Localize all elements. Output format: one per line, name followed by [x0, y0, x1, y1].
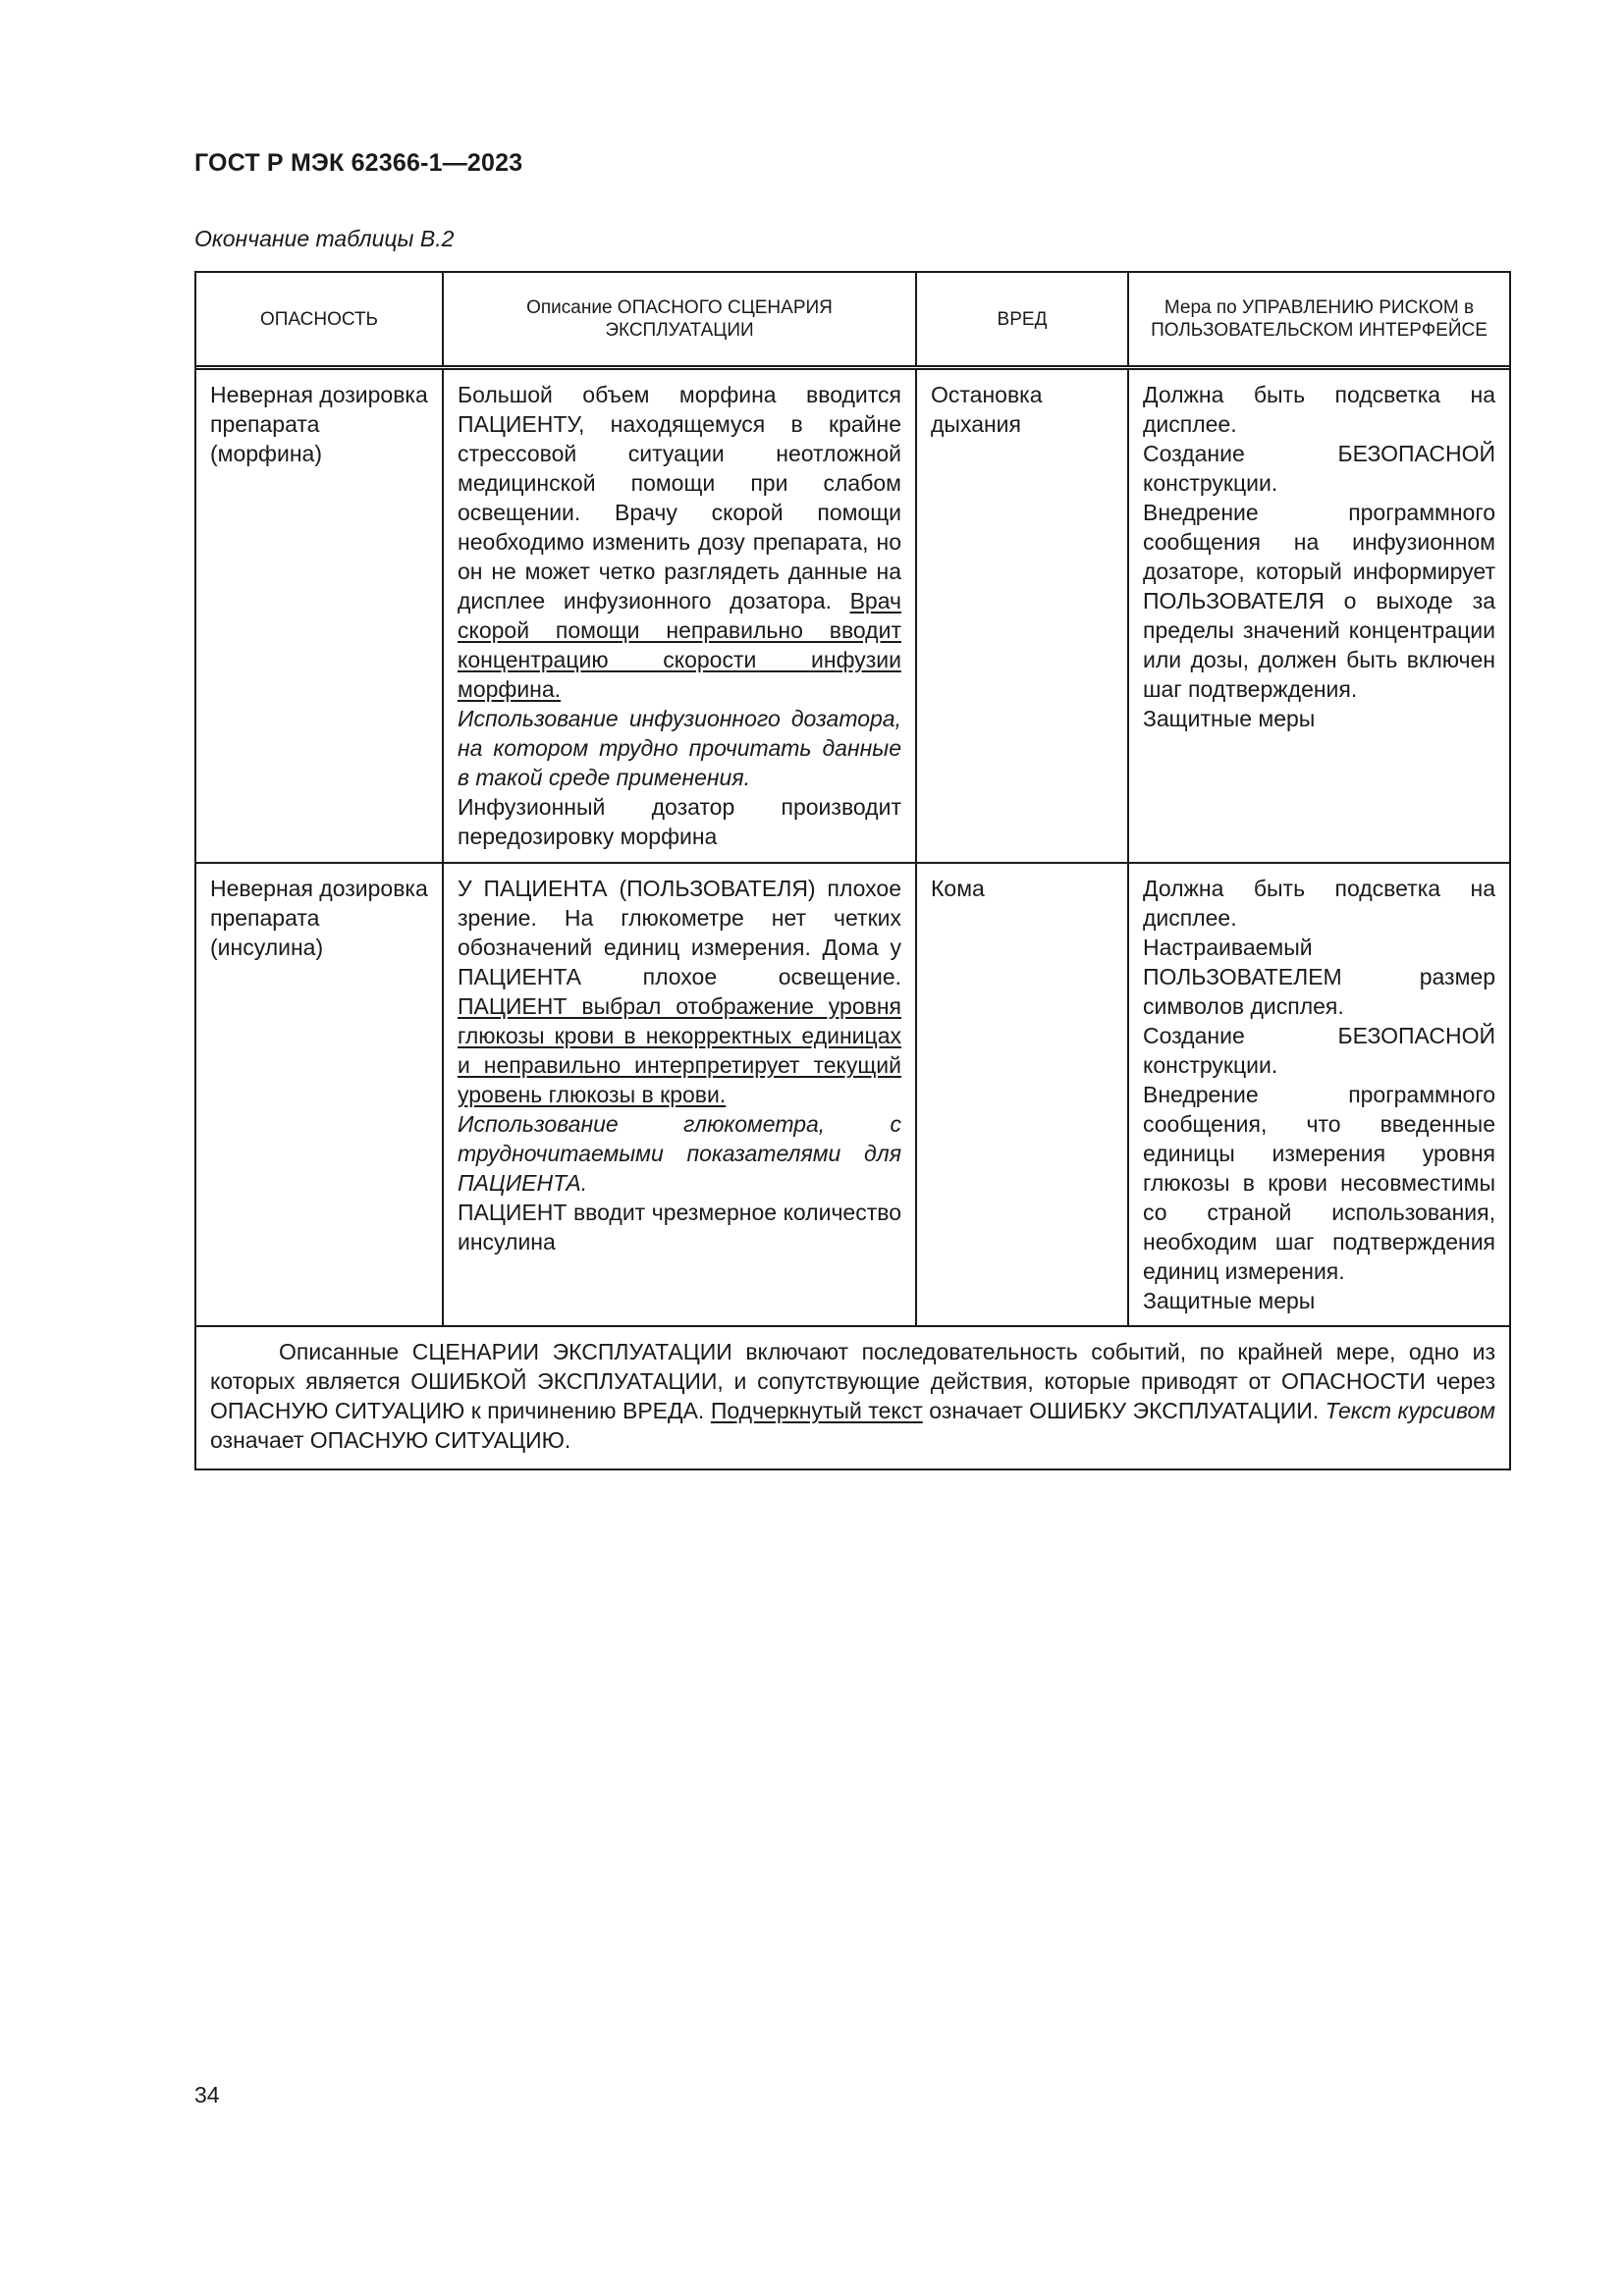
measure-item: Создание БЕЗОПАСНОЙ конструкции.: [1143, 441, 1495, 496]
scenario-result-text: ПАЦИЕНТ вводит чрезмерное количество инсулина: [458, 1200, 901, 1255]
measure-item: Защитные меры: [1143, 1288, 1316, 1313]
measure-item: Должна быть подсветка на дисплее.: [1143, 876, 1495, 931]
use-error-text: ПАЦИЕНТ выбрал отображение уровня глюкозы крови в некорректных единицах и неправильно интерпретирует текущий уровень глюкозы в крови.: [458, 993, 901, 1107]
risk-control-cell: [1129, 370, 1509, 862]
footnote-text: означает ОШИБКУ ЭКСПЛУАТАЦИИ.: [929, 1398, 1320, 1423]
column-header-harm: ВРЕД: [917, 273, 1129, 365]
table-row: [196, 370, 1509, 864]
measure-item: Защитные меры: [1143, 706, 1316, 731]
table-header-row: [196, 273, 1509, 370]
measure-item: Создание БЕЗОПАСНОЙ конструкции.: [1143, 1023, 1495, 1078]
hazardous-situation-text: Использование глюкометра, с трудночитаемыми показателями для ПАЦИЕНТА.: [458, 1111, 901, 1196]
scenario-plain-text: Большой объем морфина вводится ПАЦИЕНТУ, находящемуся в крайне стрессовой ситуации неотложной медицинской помощи при слабом освещении. Врачу скорой помощи необходимо изменить дозу препарата, но он не может четко разглядеть данные на дисплее инфузионного дозатора.: [458, 382, 901, 614]
scenario-plain-text: У ПАЦИЕНТА (ПОЛЬЗОВАТЕЛЯ) плохое зрение. На глюкометре нет четких обозначений единиц измерения. Дома у ПАЦИЕНТА плохое освещение.: [458, 876, 901, 989]
footnote-italic-example: Текст курсивом: [1325, 1398, 1496, 1423]
footnote-text: означает ОПАСНУЮ СИТУАЦИЮ.: [210, 1427, 571, 1453]
document-header: ГОСТ Р МЭК 62366-1—2023: [194, 149, 523, 177]
measure-item: Внедрение программного сообщения на инфузионном дозаторе, который информирует ПОЛЬЗОВАТЕЛЯ о выходе за пределы значений концентрации или дозы, должен быть включен шаг подтверждения.: [1143, 500, 1495, 702]
hazard-cell: Неверная дозировка препарата (морфина): [196, 370, 444, 862]
scenario-cell: [444, 370, 917, 862]
harm-cell: Остановка дыхания: [917, 370, 1129, 862]
hazardous-situation-text: Использование инфузионного дозатора, на котором трудно прочитать данные в такой среде применения.: [458, 706, 901, 790]
table-footnote: [196, 1327, 1509, 1468]
column-header-hazard: ОПАСНОСТЬ: [196, 273, 444, 365]
risk-control-cell: [1129, 864, 1509, 1325]
measure-item: Внедрение программного сообщения, что введенные единицы измерения уровня глюкозы в крови несовместимы со страной использования, необходим шаг подтверждения единиц измерения.: [1143, 1082, 1495, 1284]
page-number: 34: [194, 2082, 220, 2108]
measure-item: Настраиваемый ПОЛЬЗОВАТЕЛЕМ размер символов дисплея.: [1143, 934, 1495, 1019]
use-error-text: Врач скорой помощи неправильно вводит концентрацию скорости инфузии морфина.: [458, 588, 901, 702]
column-header-risk-control: Мера по УПРАВЛЕНИЮ РИСКОМ в ПОЛЬЗОВАТЕЛЬСКОМ ИНТЕРФЕЙСЕ: [1151, 297, 1488, 341]
table-row: [196, 864, 1509, 1327]
footnote-underlined-example: Подчеркнутый текст: [710, 1398, 923, 1423]
scenario-result-text: Инфузионный дозатор производит передозировку морфина: [458, 794, 901, 849]
column-header-scenario: Описание ОПАСНОГО СЦЕНАРИЯ ЭКСПЛУАТАЦИИ: [444, 273, 917, 365]
hazard-cell: Неверная дозировка препарата (инсулина): [196, 864, 444, 1325]
hazard-table: [194, 271, 1511, 1470]
harm-cell: Кома: [917, 864, 1129, 1325]
table-caption: Окончание таблицы В.2: [194, 226, 455, 251]
footnote-text: Описанные СЦЕНАРИИ ЭКСПЛУАТАЦИИ включают последовательность событий, по крайней мере, одно из которых является ОШИБКОЙ ЭКСПЛУАТАЦИИ, и сопутствующие действия, которые приводят от ОПАСНОСТИ через ОПАСНУЮ СИТУАЦИЮ к причинению ВРЕДА.: [210, 1339, 1495, 1423]
measure-item: Должна быть подсветка на дисплее.: [1143, 382, 1495, 437]
scenario-cell: [444, 864, 917, 1325]
